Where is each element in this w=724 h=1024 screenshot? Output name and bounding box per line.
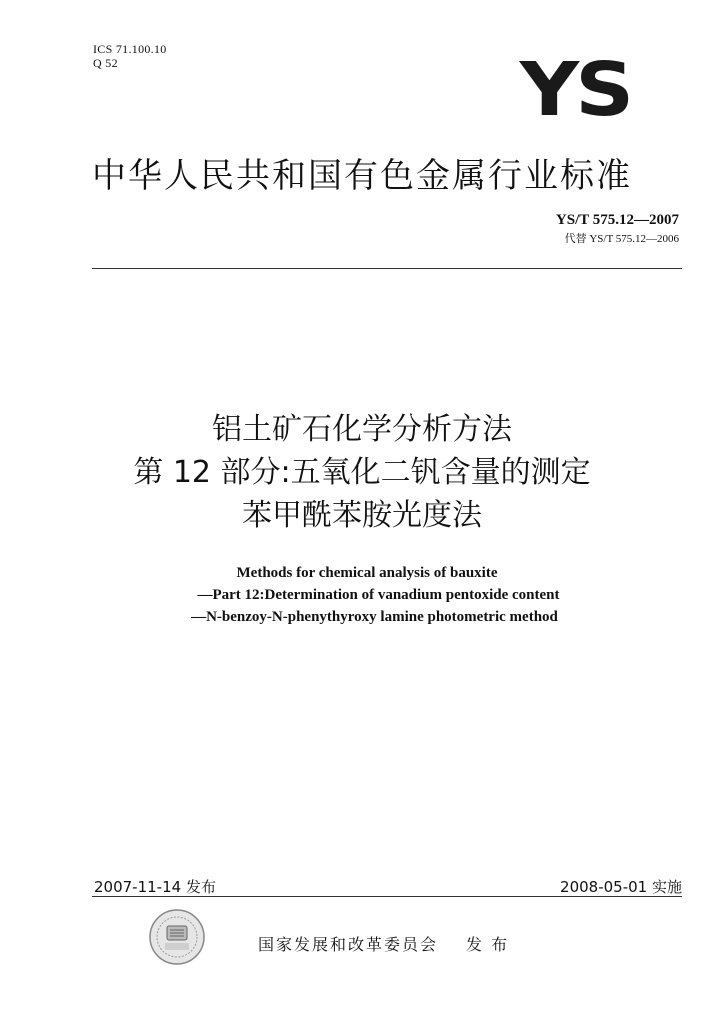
ccs-code: Q 52 — [93, 56, 118, 70]
issuer-name: 国家发展和改革委员会 — [258, 935, 439, 954]
issuer-line — [258, 932, 509, 955]
anti-counterfeit-seal-icon — [148, 908, 206, 966]
organization-title: 中华人民共和国有色金属行业标准 — [92, 156, 632, 196]
chinese-title-line3: 苯甲酰苯胺光度法 — [242, 498, 482, 533]
chinese-title — [0, 408, 724, 537]
standard-number: YS/T 575.12—2007 — [555, 212, 679, 228]
chinese-title-line2: 第 12 部分:五氧化二钒含量的测定 — [133, 455, 591, 490]
chinese-title-line1: 铝土矿石化学分析方法 — [212, 412, 512, 447]
ys-logo — [505, 50, 645, 122]
ics-code: ICS 71.100.10 — [93, 42, 167, 56]
issue-date: 2007-11-14 发布 — [94, 878, 216, 896]
standard-number-block — [556, 212, 679, 246]
top-divider — [92, 268, 682, 269]
classification-codes — [93, 42, 167, 70]
english-title — [0, 562, 724, 628]
bottom-divider — [92, 896, 682, 897]
replaces-standard: 代替 YS/T 575.12—2006 — [564, 233, 679, 245]
english-title-line1: Methods for chemical analysis of bauxite — [236, 565, 498, 581]
english-title-line2: —Part 12:Determination of vanadium pentoxide content — [197, 587, 560, 603]
issuer-action: 发 布 — [466, 935, 510, 954]
ys-logo-text: YS — [519, 50, 631, 122]
english-title-line3: —N-benzoy-N-phenythyroxy lamine photometric method — [191, 609, 558, 625]
implement-date: 2008-05-01 实施 — [560, 878, 682, 896]
